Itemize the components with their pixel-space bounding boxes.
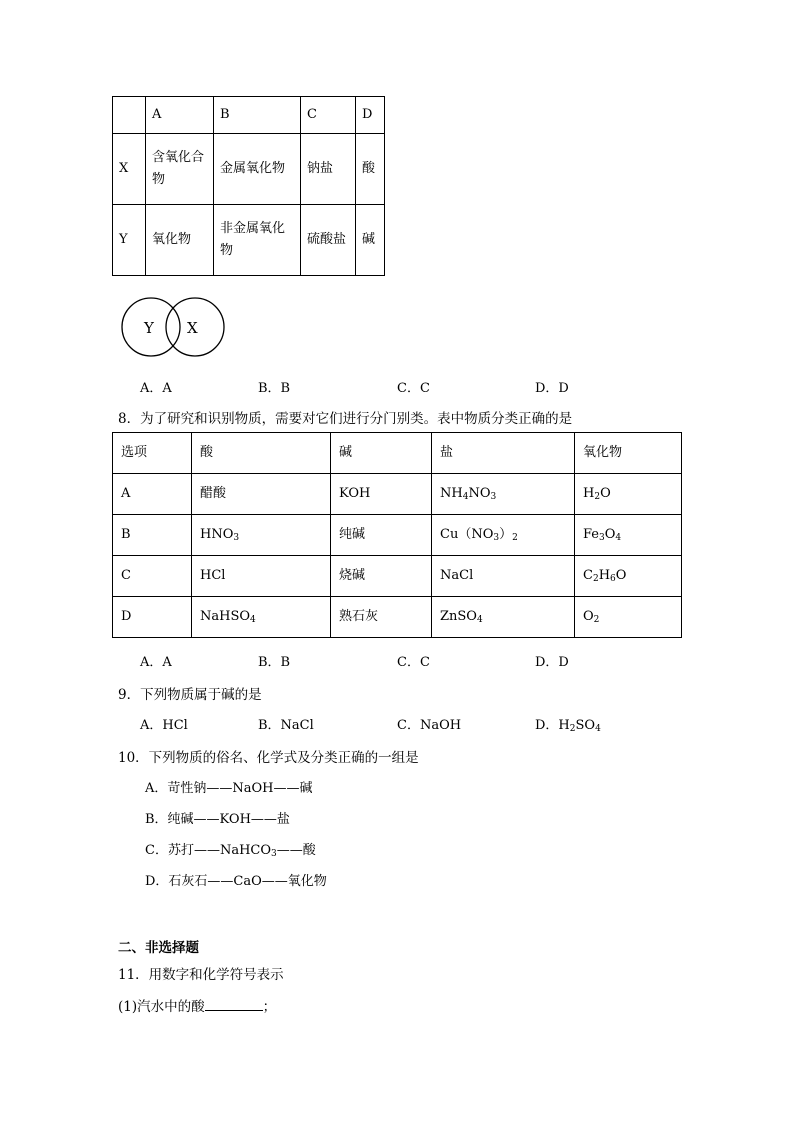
section-title: 二、非选择题: [118, 940, 199, 956]
venn-label-y: Y: [144, 319, 154, 337]
table-cell: NaHSO$_4$: [192, 597, 331, 638]
table-header-cell: 氧化物: [575, 433, 682, 474]
table-cell: 硫酸盐: [301, 205, 356, 276]
table-cell: 酸: [356, 134, 385, 205]
q9-option-b[interactable]: B．NaCl: [258, 718, 314, 733]
table-cell: A: [146, 97, 214, 134]
table-header-row: [113, 97, 385, 134]
table-header-cell: 酸: [192, 433, 331, 474]
q10-option-c[interactable]: C．苏打——NaHCO$_3$——酸: [145, 843, 316, 859]
table-cell: Y: [113, 205, 146, 276]
table-cell: $Fe_3O_4$: [575, 515, 682, 556]
q11-part-1-suffix: ；: [262, 999, 277, 1015]
table-row: [113, 515, 682, 556]
q9-option-a[interactable]: A．HCl: [140, 718, 188, 733]
table-cell: [113, 97, 146, 134]
venn-label-x: X: [187, 319, 198, 337]
q8-stem: 8．为了研究和识别物质，需要对它们进行分门别类。表中物质分类正确的是: [118, 411, 573, 427]
table-cell: 纯碱: [331, 515, 432, 556]
q10-stem: 10．下列物质的俗名、化学式及分类正确的一组是: [118, 750, 419, 766]
q9-option-c[interactable]: C．NaOH: [397, 718, 462, 733]
table-cell: HCl: [192, 556, 331, 597]
q8-option-b[interactable]: B．B: [258, 655, 291, 670]
table-cell: X: [113, 134, 146, 205]
table-cell: 金属氧化物: [214, 134, 301, 205]
table-cell: B: [113, 515, 192, 556]
table-cell: 含氧化合物: [146, 134, 214, 205]
table-row: [113, 205, 385, 276]
q9-stem: 9．下列物质属于碱的是: [118, 687, 262, 703]
q10-option-d[interactable]: D．石灰石——CaO——氧化物: [145, 874, 327, 889]
table-cell: 熟石灰: [331, 597, 432, 638]
q7-option-b[interactable]: B．B: [258, 381, 291, 396]
table-row: [113, 556, 682, 597]
table-cell: D: [356, 97, 385, 134]
q10-option-a[interactable]: A．苛性钠——NaOH——碱: [145, 781, 313, 796]
answer-blank[interactable]: [205, 998, 263, 1011]
table-cell: ZnSO$_4$: [432, 597, 575, 638]
table-cell: $H_2O$: [575, 474, 682, 515]
table-cell: 醋酸: [192, 474, 331, 515]
table-header-cell: 盐: [432, 433, 575, 474]
table-cell: 氧化物: [146, 205, 214, 276]
q8-option-d[interactable]: D．D: [535, 655, 569, 670]
q9-option-d[interactable]: D．$H_2SO_4$: [535, 718, 601, 734]
table-cell: $HNO_3$: [192, 515, 331, 556]
table-header-row: [113, 433, 682, 474]
q10-option-b[interactable]: B．纯碱——KOH——盐: [145, 812, 290, 827]
table-cell: $Cu(NO_3)_2$: [432, 515, 575, 556]
q8-option-a[interactable]: A．A: [140, 655, 172, 670]
table-cell: $O_2$: [575, 597, 682, 638]
classification-table: [112, 96, 385, 276]
q8-table: [112, 432, 682, 638]
table-cell: 烧碱: [331, 556, 432, 597]
q11-stem: 11．用数字和化学符号表示: [118, 967, 284, 983]
table-cell: KOH: [331, 474, 432, 515]
q7-option-a[interactable]: A．A: [140, 381, 172, 396]
table-cell: 钠盐: [301, 134, 356, 205]
table-header-cell: 选项: [113, 433, 192, 474]
table-cell: NaCl: [432, 556, 575, 597]
table-cell: B: [214, 97, 301, 134]
table-row: [113, 134, 385, 205]
q7-option-c[interactable]: C．C: [397, 381, 430, 396]
table-row: [113, 597, 682, 638]
q8-option-c[interactable]: C．C: [397, 655, 430, 670]
table-cell: C: [113, 556, 192, 597]
venn-diagram: [118, 296, 230, 360]
table-cell: $NH_4NO_3$: [432, 474, 575, 515]
q7-option-d[interactable]: D．D: [535, 381, 569, 396]
table-cell: A: [113, 474, 192, 515]
table-row: [113, 474, 682, 515]
table-cell: 碱: [356, 205, 385, 276]
q11-part-1-label: (1)汽水中的酸: [118, 999, 205, 1015]
table-cell: C: [301, 97, 356, 134]
table-header-cell: 碱: [331, 433, 432, 474]
q11-part-1: [118, 995, 276, 1015]
table-cell: D: [113, 597, 192, 638]
table-cell: 非金属氧化物: [214, 205, 301, 276]
table-cell: $C_2H_6O$: [575, 556, 682, 597]
